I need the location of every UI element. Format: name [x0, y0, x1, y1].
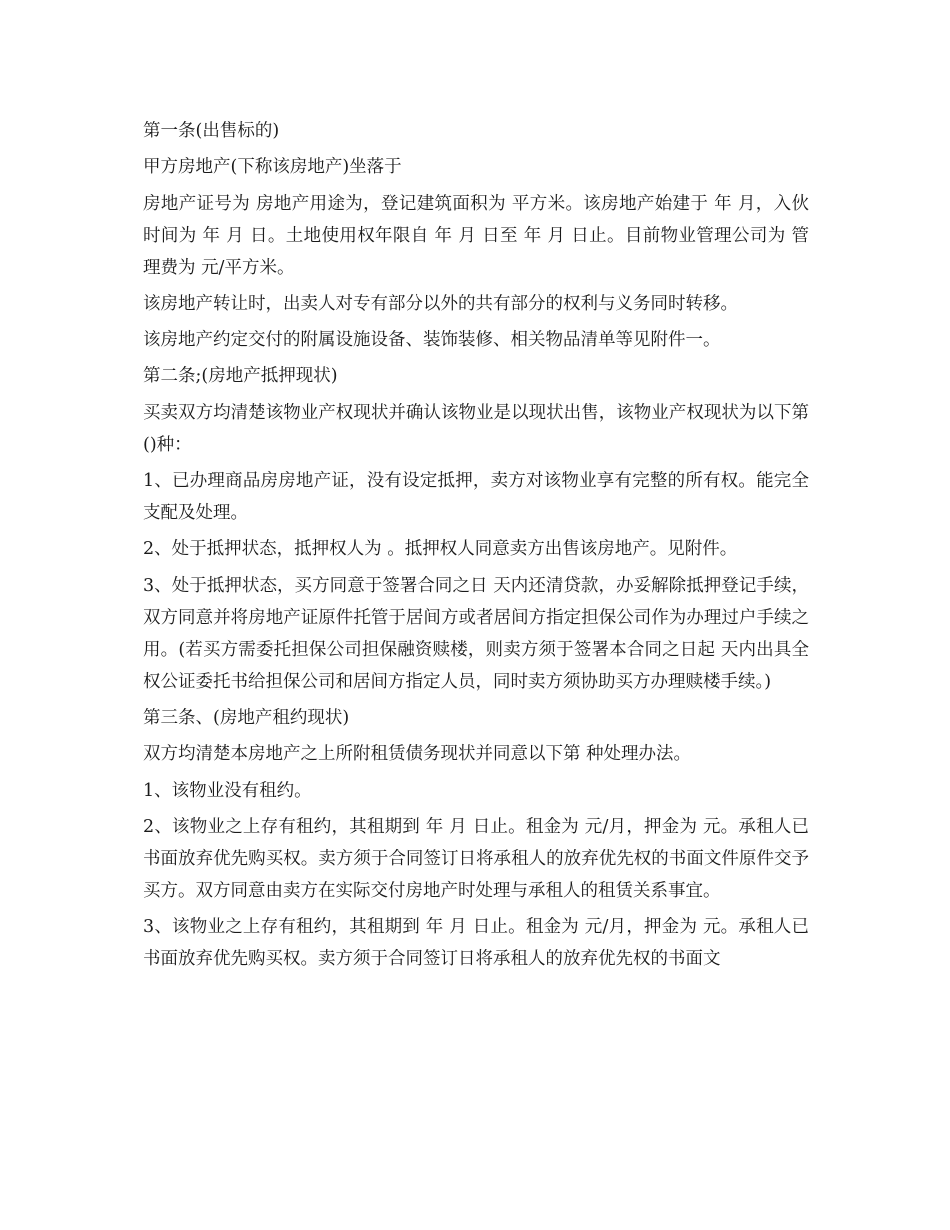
- paragraph-lease-status: 双方均清楚本房地产之上所附租赁债务现状并同意以下第 种处理办法。: [143, 744, 692, 765]
- paragraph-property-details: 房地产证号为 房地产用途为，登记建筑面积为 平方米。该房地产始建于 年 月，入伙时间为 年 月 日。土地使用权年限自 年 月 日至 年 月 日止。目前物业管理公司为 管理费为 元/平方米。: [143, 193, 809, 278]
- list-item-option-3: 3、处于抵押状态，买方同意于签署合同之日 天内还清贷款，办妥解除抵押登记手续，双方同意并将房地产证原件托管于居间方或者居间方指定担保公司作为办理过户手续之用。(若买方需委托担保公司担保融资赎楼，则卖方须于签署本合同之日起 天内出具全权公证委托书给担保公司和居间方指定人员，同时卖方须协助买方办理赎楼手续。): [143, 575, 809, 692]
- paragraph-property-status: 买卖双方均清楚该物业产权现状并确认该物业是以现状出售，该物业产权现状为以下第()种：: [143, 402, 809, 455]
- heading-article-3: 第三条、(房地产租约现状): [143, 707, 350, 728]
- list-item-option-1: 1、已办理商品房房地产证，没有设定抵押，卖方对该物业享有完整的所有权。能完全支配及处理。: [143, 471, 809, 524]
- heading-article-1: 第一条(出售标的): [143, 121, 280, 141]
- paragraph-transfer-rights: 该房地产转让时，出卖人对专有部分以外的共有部分的权利与义务同时转移。: [143, 293, 738, 314]
- list-item-lease-1: 1、该物业没有租约。: [143, 780, 312, 801]
- document-body: [143, 115, 809, 979]
- list-item-option-2: 2、处于抵押状态，抵押权人为 。抵押权人同意卖方出售该房地产。见附件。: [143, 539, 738, 560]
- paragraph-attachments: 该房地产约定交付的附属设施设备、装饰装修、相关物品清单等见附件一。: [143, 330, 721, 351]
- list-item-lease-2: 2、该物业之上存有租约，其租期到 年 月 日止。租金为 元/月，押金为 元。承租人已书面放弃优先购买权。卖方须于合同签订日将承租人的放弃优先权的书面文件原件交予买方。双方同意由卖方在实际交付房地产时处理与承租人的租赁关系事宜。: [143, 816, 809, 901]
- heading-article-2: 第二条;(房地产抵押现状): [143, 366, 338, 387]
- list-item-lease-3: 3、该物业之上存有租约，其租期到 年 月 日止。租金为 元/月，押金为 元。承租人已书面放弃优先购买权。卖方须于合同签订日将承租人的放弃优先权的书面文: [143, 917, 809, 970]
- paragraph-location: 甲方房地产(下称该房地产)坐落于: [143, 157, 402, 178]
